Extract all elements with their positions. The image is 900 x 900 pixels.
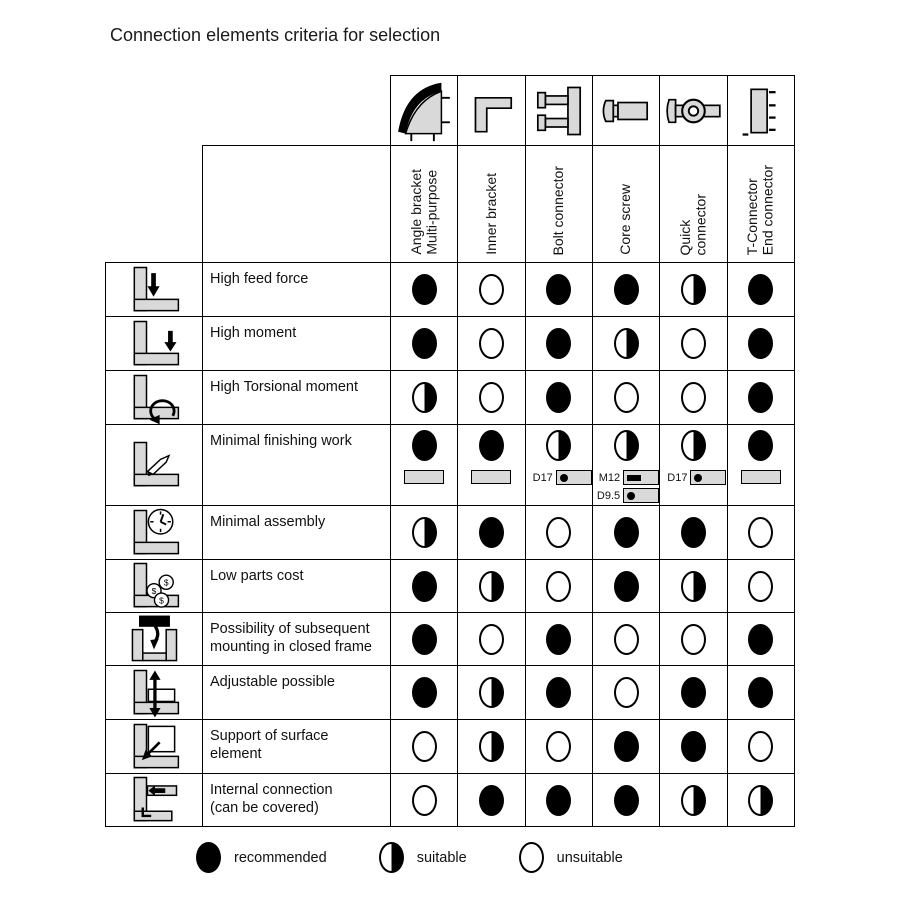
rating-recommended bbox=[748, 274, 773, 305]
rating-recommended bbox=[748, 328, 773, 359]
rating-cell bbox=[458, 425, 525, 505]
legend-item-unsuitable bbox=[519, 842, 623, 873]
column-label-cell-angle-bracket bbox=[391, 146, 458, 262]
table-body bbox=[105, 262, 795, 827]
rating-cell bbox=[458, 613, 525, 665]
svg-text:$: $ bbox=[163, 577, 169, 588]
rating-recommended bbox=[479, 430, 504, 461]
suitable-symbol bbox=[379, 842, 404, 873]
column-label bbox=[745, 165, 776, 255]
row-label-line: High feed force bbox=[210, 271, 309, 287]
column-label-line: Core screw bbox=[617, 184, 634, 255]
row-icon-cell bbox=[106, 720, 203, 773]
column-label-line: connector bbox=[692, 193, 709, 255]
rating-unsuitable bbox=[412, 785, 437, 816]
column-label bbox=[618, 184, 634, 255]
rating-cell bbox=[728, 425, 794, 505]
page-title: Connection elements criteria for selection bbox=[110, 25, 441, 45]
rating-cell bbox=[660, 613, 727, 665]
rating-unsuitable bbox=[681, 328, 706, 359]
rating-cell bbox=[391, 560, 458, 612]
criteria-row bbox=[106, 613, 794, 666]
marker-plate bbox=[623, 488, 659, 503]
rating-unsuitable bbox=[681, 624, 706, 655]
rating-recommended bbox=[412, 677, 437, 708]
column-icon-cell-t-connector bbox=[728, 76, 794, 145]
rating-unsuitable bbox=[546, 571, 571, 602]
legend-label-suitable: suitable bbox=[416, 849, 467, 866]
row-label-line: Support of surface bbox=[210, 728, 329, 744]
marker-bar bbox=[627, 475, 641, 481]
rating-suitable bbox=[748, 785, 773, 816]
row-label-cell bbox=[203, 371, 391, 424]
rating-recommended bbox=[479, 785, 504, 816]
rating-cell bbox=[458, 774, 525, 826]
rating-cell bbox=[391, 666, 458, 719]
rating-unsuitable bbox=[546, 731, 571, 762]
header-label-row bbox=[202, 145, 795, 262]
criteria-row bbox=[106, 774, 794, 826]
column-label-cell-quick-connector bbox=[660, 146, 727, 262]
rating-unsuitable bbox=[681, 382, 706, 413]
quick-connector-icon bbox=[661, 79, 725, 143]
inner-bracket-icon bbox=[459, 79, 523, 143]
row-label-line: element bbox=[210, 746, 262, 763]
unsuitable-symbol bbox=[519, 842, 544, 873]
rating-cell bbox=[526, 506, 593, 559]
column-icon-cell-bolt-connector bbox=[526, 76, 593, 145]
size-indicator bbox=[660, 470, 726, 485]
rating-cell bbox=[593, 613, 660, 665]
rating-cell bbox=[458, 560, 525, 612]
rating-cell bbox=[526, 613, 593, 665]
marker-dot bbox=[694, 474, 702, 482]
column-label-line: End connector bbox=[759, 164, 776, 255]
torsion-icon bbox=[124, 368, 184, 428]
rating-unsuitable bbox=[412, 731, 437, 762]
rating-suitable bbox=[479, 677, 504, 708]
rating-recommended bbox=[748, 677, 773, 708]
size-row bbox=[593, 488, 659, 503]
plain-plate bbox=[471, 470, 511, 484]
rating-cell bbox=[391, 774, 458, 826]
rating-cell bbox=[660, 263, 727, 316]
rating-recommended bbox=[412, 571, 437, 602]
rating-recommended bbox=[546, 624, 571, 655]
marker-dot bbox=[560, 474, 568, 482]
svg-text:$: $ bbox=[151, 585, 157, 596]
rating-cell bbox=[391, 506, 458, 559]
rating-cell bbox=[728, 613, 794, 665]
size-label: D17 bbox=[532, 471, 553, 484]
rating-cell bbox=[526, 317, 593, 370]
size-row bbox=[660, 470, 726, 485]
rating-cell bbox=[728, 371, 794, 424]
rating-cell bbox=[526, 425, 593, 505]
column-label-cell-core-screw bbox=[593, 146, 660, 262]
size-label: M12 bbox=[598, 471, 621, 484]
rating-recommended bbox=[546, 274, 571, 305]
moment-icon bbox=[124, 314, 184, 374]
rating-suitable bbox=[681, 785, 706, 816]
column-label-cell-bolt-connector bbox=[526, 146, 593, 262]
rating-unsuitable bbox=[479, 624, 504, 655]
rating-suitable bbox=[412, 382, 437, 413]
criteria-row bbox=[106, 317, 794, 371]
rating-cell bbox=[458, 263, 525, 316]
rating-cell bbox=[660, 774, 727, 826]
rating-recommended bbox=[412, 624, 437, 655]
rating-recommended bbox=[614, 785, 639, 816]
legend-item-recommended bbox=[196, 842, 327, 873]
row-icon-cell bbox=[106, 613, 203, 665]
rating-cell bbox=[391, 317, 458, 370]
parts-cost-icon bbox=[124, 556, 184, 616]
rating-cell bbox=[660, 720, 727, 773]
size-label: D9.5 bbox=[596, 489, 621, 502]
legend bbox=[196, 842, 623, 873]
rating-cell bbox=[728, 506, 794, 559]
column-label-line: Multi-purpose bbox=[423, 170, 440, 255]
rating-cell bbox=[526, 371, 593, 424]
size-row bbox=[526, 470, 592, 485]
rating-cell bbox=[458, 371, 525, 424]
surface-icon bbox=[124, 717, 184, 777]
row-icon-cell bbox=[106, 560, 203, 612]
column-icon-cell-core-screw bbox=[593, 76, 660, 145]
rating-cell bbox=[728, 774, 794, 826]
internal-icon bbox=[124, 770, 184, 830]
column-icon-cell-angle-bracket bbox=[391, 76, 458, 145]
rating-unsuitable bbox=[748, 571, 773, 602]
core-screw-icon bbox=[594, 79, 658, 143]
rating-cell bbox=[660, 666, 727, 719]
rating-suitable bbox=[681, 430, 706, 461]
row-label-cell bbox=[203, 666, 391, 719]
row-icon-cell bbox=[106, 666, 203, 719]
criteria-row bbox=[106, 506, 794, 560]
rating-recommended bbox=[748, 382, 773, 413]
rating-recommended bbox=[614, 517, 639, 548]
rating-cell bbox=[593, 666, 660, 719]
rating-cell bbox=[526, 560, 593, 612]
marker-plate bbox=[556, 470, 592, 485]
rating-recommended bbox=[614, 731, 639, 762]
size-label: D17 bbox=[667, 471, 688, 484]
assembly-icon bbox=[124, 503, 184, 563]
rating-cell bbox=[593, 317, 660, 370]
row-icon-cell bbox=[106, 371, 203, 424]
size-indicator bbox=[741, 470, 781, 484]
rating-recommended bbox=[479, 517, 504, 548]
rating-recommended bbox=[546, 677, 571, 708]
header-spacer-cell bbox=[203, 146, 391, 262]
rating-unsuitable bbox=[546, 517, 571, 548]
column-icon-cell-inner-bracket bbox=[458, 76, 525, 145]
column-label bbox=[551, 166, 567, 256]
rating-cell bbox=[593, 720, 660, 773]
rating-unsuitable bbox=[614, 382, 639, 413]
closed-frame-icon bbox=[124, 609, 184, 669]
legend-label-unsuitable: unsuitable bbox=[556, 849, 623, 866]
rating-cell bbox=[526, 263, 593, 316]
row-label-line: Minimal finishing work bbox=[210, 433, 352, 449]
row-label-cell bbox=[203, 506, 391, 559]
rating-cell bbox=[660, 560, 727, 612]
rating-recommended bbox=[412, 274, 437, 305]
rating-cell bbox=[593, 263, 660, 316]
rating-cell bbox=[660, 317, 727, 370]
rating-cell bbox=[660, 425, 727, 505]
svg-text:$: $ bbox=[159, 595, 164, 606]
column-label bbox=[409, 169, 440, 255]
rating-cell bbox=[526, 774, 593, 826]
row-label-cell bbox=[203, 560, 391, 612]
rating-cell bbox=[458, 506, 525, 559]
size-indicator bbox=[593, 470, 659, 503]
rating-suitable bbox=[412, 517, 437, 548]
size-indicator bbox=[526, 470, 592, 485]
rating-unsuitable bbox=[614, 677, 639, 708]
column-icon-cell-quick-connector bbox=[660, 76, 727, 145]
rating-cell bbox=[728, 720, 794, 773]
rating-cell bbox=[728, 263, 794, 316]
header-icon-row bbox=[390, 75, 795, 145]
row-label-line: (can be covered) bbox=[210, 800, 319, 817]
row-label-cell bbox=[203, 263, 391, 316]
rating-cell bbox=[728, 317, 794, 370]
row-icon-cell bbox=[106, 506, 203, 559]
row-icon-cell bbox=[106, 317, 203, 370]
legend-item-suitable bbox=[379, 842, 467, 873]
column-label-line: Angle bracket bbox=[407, 169, 424, 255]
rating-unsuitable bbox=[748, 517, 773, 548]
marker-dot bbox=[627, 492, 635, 500]
row-label-line: Low parts cost bbox=[210, 568, 304, 584]
row-label-line: Internal connection bbox=[210, 782, 333, 798]
column-label-line: Inner bracket bbox=[482, 173, 499, 255]
rating-suitable bbox=[681, 571, 706, 602]
criteria-row bbox=[106, 720, 794, 774]
row-label-cell bbox=[203, 720, 391, 773]
column-label-cell-inner-bracket bbox=[458, 146, 525, 262]
rating-recommended bbox=[681, 731, 706, 762]
rating-cell bbox=[391, 613, 458, 665]
rating-recommended bbox=[681, 517, 706, 548]
row-label-cell bbox=[203, 317, 391, 370]
rating-recommended bbox=[412, 328, 437, 359]
row-icon-cell bbox=[106, 263, 203, 316]
column-label-line: T-Connector bbox=[744, 177, 761, 255]
size-row bbox=[593, 470, 659, 485]
plain-plate bbox=[741, 470, 781, 484]
rating-cell bbox=[458, 666, 525, 719]
rating-cell bbox=[593, 560, 660, 612]
plain-plate bbox=[404, 470, 444, 484]
row-label-line: Adjustable possible bbox=[210, 674, 335, 690]
rating-unsuitable bbox=[479, 328, 504, 359]
rating-cell bbox=[593, 774, 660, 826]
rating-recommended bbox=[546, 328, 571, 359]
row-label-line: Possibility of subsequent bbox=[210, 621, 370, 637]
size-indicator bbox=[471, 470, 511, 484]
rating-cell bbox=[593, 371, 660, 424]
rating-unsuitable bbox=[479, 382, 504, 413]
row-label-line: High Torsional moment bbox=[210, 379, 359, 395]
rating-unsuitable bbox=[614, 624, 639, 655]
t-connector-icon bbox=[729, 79, 793, 143]
rating-recommended bbox=[546, 785, 571, 816]
rating-cell bbox=[526, 666, 593, 719]
rating-cell bbox=[458, 720, 525, 773]
column-label-line: Quick bbox=[676, 219, 693, 255]
row-label-cell bbox=[203, 425, 391, 505]
criteria-row bbox=[106, 560, 794, 613]
rating-recommended bbox=[546, 382, 571, 413]
criteria-row bbox=[106, 263, 794, 317]
feed-force-icon bbox=[124, 260, 184, 320]
row-label-line: Minimal assembly bbox=[210, 514, 326, 530]
rating-recommended bbox=[614, 274, 639, 305]
rating-cell bbox=[660, 371, 727, 424]
rating-unsuitable bbox=[479, 274, 504, 305]
angle-bracket-icon bbox=[392, 79, 456, 143]
rating-recommended bbox=[614, 571, 639, 602]
column-label bbox=[678, 194, 709, 255]
rating-suitable bbox=[479, 731, 504, 762]
column-label-cell-t-connector bbox=[728, 146, 794, 262]
legend-label-recommended: recommended bbox=[234, 849, 327, 866]
rating-unsuitable bbox=[748, 731, 773, 762]
rating-recommended bbox=[748, 624, 773, 655]
rating-cell bbox=[728, 560, 794, 612]
row-label-line: mounting in closed frame bbox=[210, 639, 372, 656]
rating-cell bbox=[391, 371, 458, 424]
row-label-cell bbox=[203, 613, 391, 665]
rating-suitable bbox=[546, 430, 571, 461]
row-label-cell bbox=[203, 774, 391, 826]
column-label bbox=[484, 173, 500, 255]
marker-plate bbox=[623, 470, 659, 485]
criteria-row bbox=[106, 371, 794, 425]
rating-recommended bbox=[681, 677, 706, 708]
rating-cell bbox=[660, 506, 727, 559]
rating-cell bbox=[526, 720, 593, 773]
recommended-symbol bbox=[196, 842, 221, 873]
row-label-line: High moment bbox=[210, 325, 297, 341]
rating-suitable bbox=[479, 571, 504, 602]
column-label-line: Bolt connector bbox=[550, 165, 567, 255]
marker-plate bbox=[690, 470, 726, 485]
rating-recommended bbox=[412, 430, 437, 461]
rating-cell bbox=[458, 317, 525, 370]
rating-suitable bbox=[681, 274, 706, 305]
rating-cell bbox=[391, 425, 458, 505]
criteria-row bbox=[106, 425, 794, 506]
adjustable-icon bbox=[124, 663, 184, 723]
bolt-connector-icon bbox=[527, 79, 591, 143]
rating-cell bbox=[391, 720, 458, 773]
rating-cell bbox=[391, 263, 458, 316]
rating-cell bbox=[593, 506, 660, 559]
size-indicator bbox=[404, 470, 444, 484]
rating-suitable bbox=[614, 328, 639, 359]
rating-cell bbox=[593, 425, 660, 505]
rating-recommended bbox=[748, 430, 773, 461]
finishing-icon bbox=[124, 435, 184, 495]
rating-suitable bbox=[614, 430, 639, 461]
row-icon-cell bbox=[106, 425, 203, 505]
criteria-row bbox=[106, 666, 794, 720]
rating-cell bbox=[728, 666, 794, 719]
row-icon-cell bbox=[106, 774, 203, 826]
